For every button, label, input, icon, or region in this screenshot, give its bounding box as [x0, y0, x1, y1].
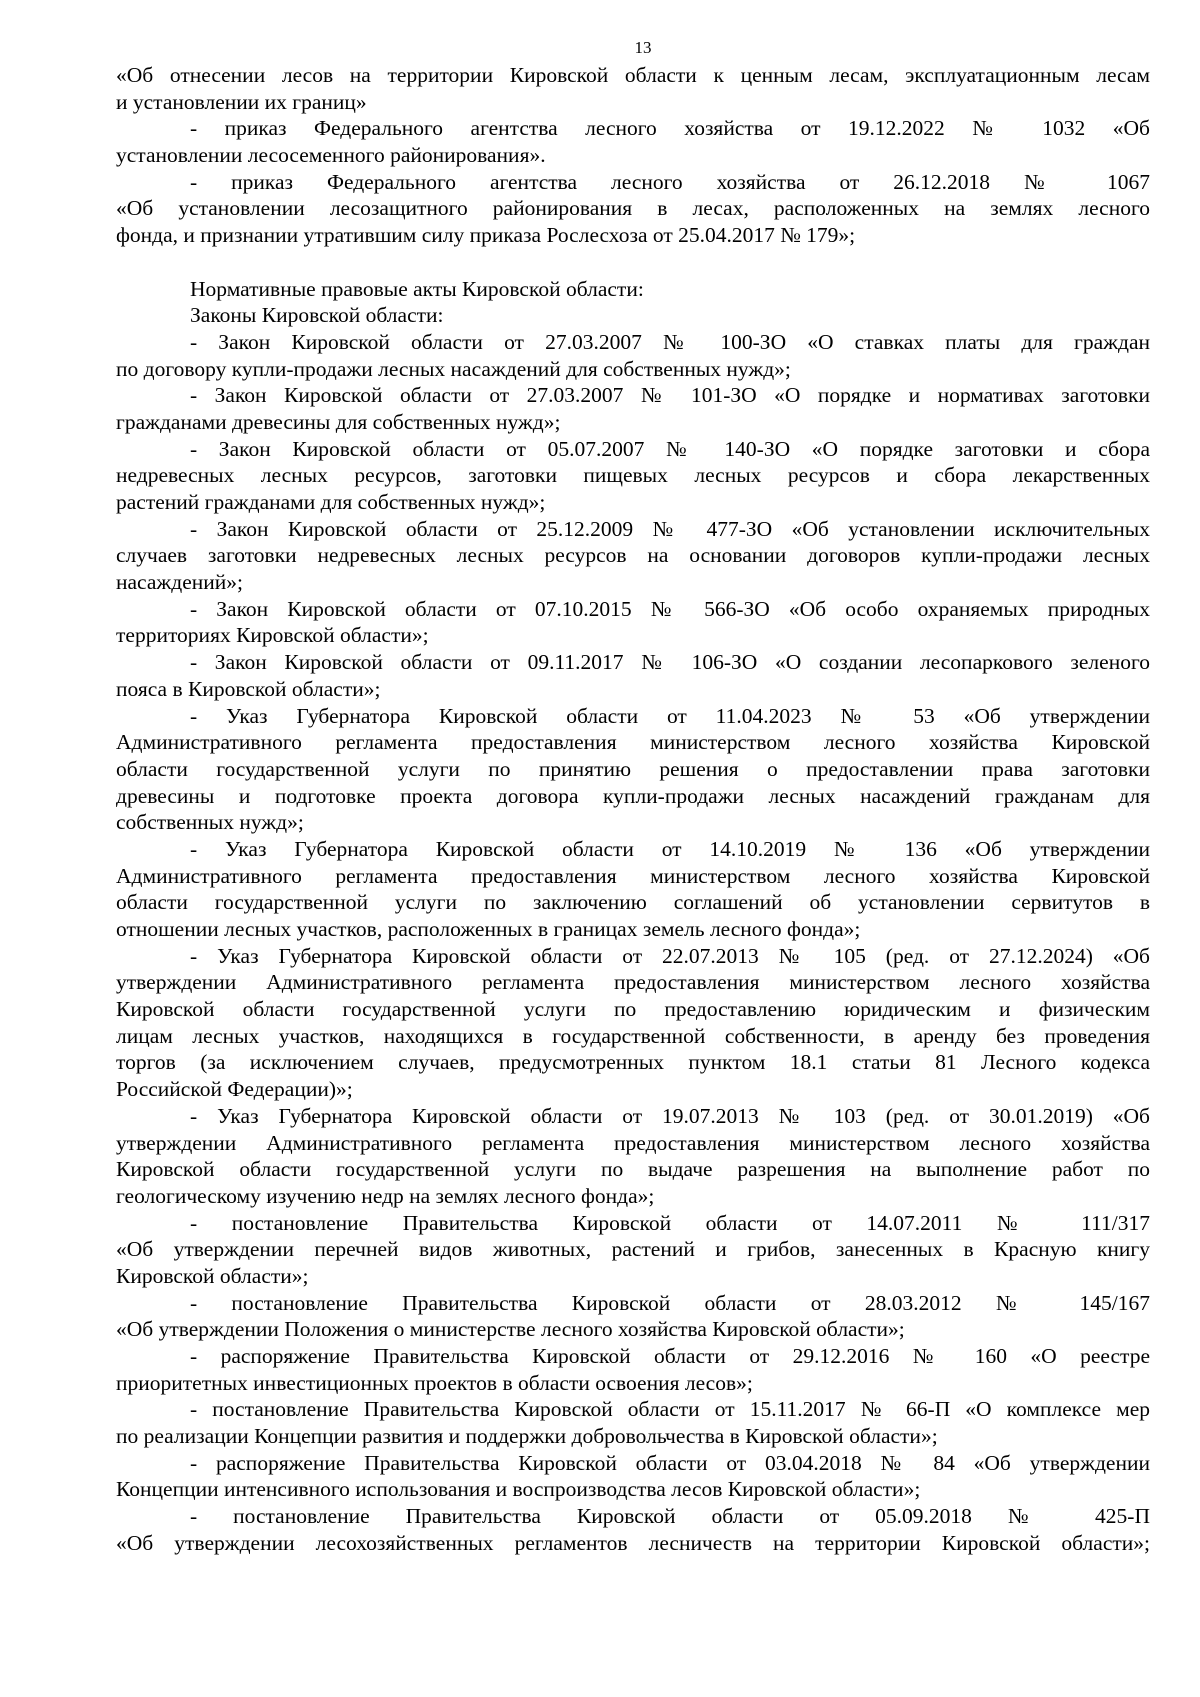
text-line: лицам лесных участков, находящихся в государственной собственности, в аренду без проведения	[116, 1023, 1150, 1048]
text-line: области государственной услуги по принятию решения о предоставлении права заготовки	[116, 756, 1150, 781]
text-line: случаев заготовки недревесных лесных ресурсов на основании договоров купли-продажи лесных	[116, 543, 1150, 568]
text-line: и установлении их границ»	[116, 89, 367, 114]
text-line: пояса в Кировской области»;	[116, 676, 381, 701]
text-line: торгов (за исключением случаев, предусмотренных пунктом 18.1 статьи 81 Лесного кодекса	[116, 1050, 1150, 1075]
text-line: - Закон Кировской области от 25.12.2009 № 477-ЗО «Об установлении исключительных	[190, 516, 1150, 541]
document-body	[116, 62, 1150, 1557]
text-line: - приказ Федерального агентства лесного хозяйства от 19.12.2022 № 1032 «Об	[190, 116, 1150, 141]
text-line: - распоряжение Правительства Кировской области от 03.04.2018 № 84 «Об утверждении	[190, 1450, 1150, 1475]
text-line: Законы Кировской области:	[190, 303, 444, 328]
text-line: недревесных лесных ресурсов, заготовки пищевых лесных ресурсов и сбора лекарственных	[116, 463, 1150, 488]
text-line: области государственной услуги по заключению соглашений об установлении сервитутов в	[116, 890, 1150, 915]
text-line: «Об отнесении лесов на территории Кировской области к ценным лесам, эксплуатационным лесам	[116, 63, 1150, 87]
text-line: по договору купли-продажи лесных насаждений для собственных нужд»;	[116, 356, 791, 381]
text-line: утверждении Административного регламента предоставления министерством лесного хозяйства	[116, 970, 1150, 995]
text-line: «Об установлении лесозащитного районирования в лесах, расположенных на землях лесного	[116, 196, 1150, 221]
text-line: - Указ Губернатора Кировской области от 11.04.2023 № 53 «Об утверждении	[190, 703, 1150, 728]
text-line: установлении лесосеменного районирования».	[116, 143, 546, 168]
text-line: - Закон Кировской области от 07.10.2015 № 566-ЗО «Об особо охраняемых природных	[190, 596, 1150, 621]
text-line: отношении лесных участков, расположенных в границах земель лесного фонда»;	[116, 917, 861, 941]
text-line: - постановление Правительства Кировской области от 14.07.2011 № 111/317	[190, 1210, 1150, 1235]
text-line: Кировской области государственной услуги по выдаче разрешения на выполнение работ по	[116, 1157, 1150, 1182]
page-number: 13	[634, 38, 652, 57]
text-line: «Об утверждении перечней видов животных, растений и грибов, занесенных в Красную книгу	[116, 1237, 1150, 1262]
text-line: «Об утверждении лесохозяйственных регламентов лесничеств на территории Кировской области»;	[116, 1530, 1150, 1555]
text-line: - Указ Губернатора Кировской области от 19.07.2013 № 103 (ред. от 30.01.2019) «Об	[190, 1103, 1150, 1128]
text-line: «Об утверждении Положения о министерстве лесного хозяйства Кировской области»;	[116, 1317, 905, 1342]
document-page	[116, 38, 1150, 1557]
text-line: фонда, и признании утратившим силу приказа Рослесхоза от 25.04.2017 № 179»;	[116, 223, 856, 248]
text-line: древесины и подготовке проекта договора купли-продажи лесных насаждений гражданам для	[116, 783, 1150, 808]
text-line: насаждений»;	[116, 570, 243, 595]
text-line: - Закон Кировской области от 27.03.2007 № 100-ЗО «О ставках платы для граждан	[190, 329, 1150, 354]
text-line: - постановление Правительства Кировской области от 05.09.2018 № 425-П	[190, 1504, 1150, 1529]
text-line: - Закон Кировской области от 05.07.2007 № 140-ЗО «О порядке заготовки и сбора	[190, 436, 1150, 461]
blank-line	[116, 249, 1150, 276]
text-line: - распоряжение Правительства Кировской области от 29.12.2016 № 160 «О реестре	[190, 1344, 1150, 1368]
text-line: по реализации Концепции развития и поддержки добровольчества в Кировской области»;	[116, 1424, 938, 1449]
text-line: Кировской области»;	[116, 1263, 309, 1288]
text-line: территориях Кировской области»;	[116, 623, 429, 648]
text-line: Российской Федерации)»;	[116, 1077, 353, 1102]
text-line: Кировской области государственной услуги по предоставлению юридическим и физическим	[116, 997, 1150, 1022]
text-line: - постановление Правительства Кировской области от 15.11.2017 № 66-П «О комплексе мер	[190, 1397, 1150, 1422]
text-line: Нормативные правовые акты Кировской области:	[190, 276, 644, 301]
text-line: геологическому изучению недр на землях лесного фонда»;	[116, 1183, 655, 1208]
text-line: - Указ Губернатора Кировской области от 22.07.2013 № 105 (ред. от 27.12.2024) «Об	[190, 943, 1150, 968]
text-line: Административного регламента предоставления министерством лесного хозяйства Кировской	[116, 863, 1150, 888]
text-line: растений гражданами для собственных нужд»;	[116, 490, 546, 514]
text-line: собственных нужд»;	[116, 810, 304, 835]
text-line: - постановление Правительства Кировской области от 28.03.2012 № 145/167	[190, 1290, 1150, 1315]
text-line: приоритетных инвестиционных проектов в области освоения лесов»;	[116, 1370, 753, 1395]
text-line: - Закон Кировской области от 27.03.2007 № 101-ЗО «О порядке и нормативах заготовки	[190, 383, 1150, 408]
text-line: - Закон Кировской области от 09.11.2017 № 106-ЗО «О создании лесопаркового зеленого	[190, 650, 1150, 675]
text-line: гражданами древесины для собственных нужд»;	[116, 409, 561, 434]
text-line: утверждении Административного регламента предоставления министерством лесного хозяйства	[116, 1130, 1150, 1155]
text-line: Административного регламента предоставления министерством лесного хозяйства Кировской	[116, 730, 1150, 755]
text-line: Концепции интенсивного использования и воспроизводства лесов Кировской области»;	[116, 1477, 921, 1502]
text-line: - приказ Федерального агентства лесного хозяйства от 26.12.2018 № 1067	[190, 169, 1150, 194]
text-line: - Указ Губернатора Кировской области от 14.10.2019 № 136 «Об утверждении	[190, 836, 1150, 861]
